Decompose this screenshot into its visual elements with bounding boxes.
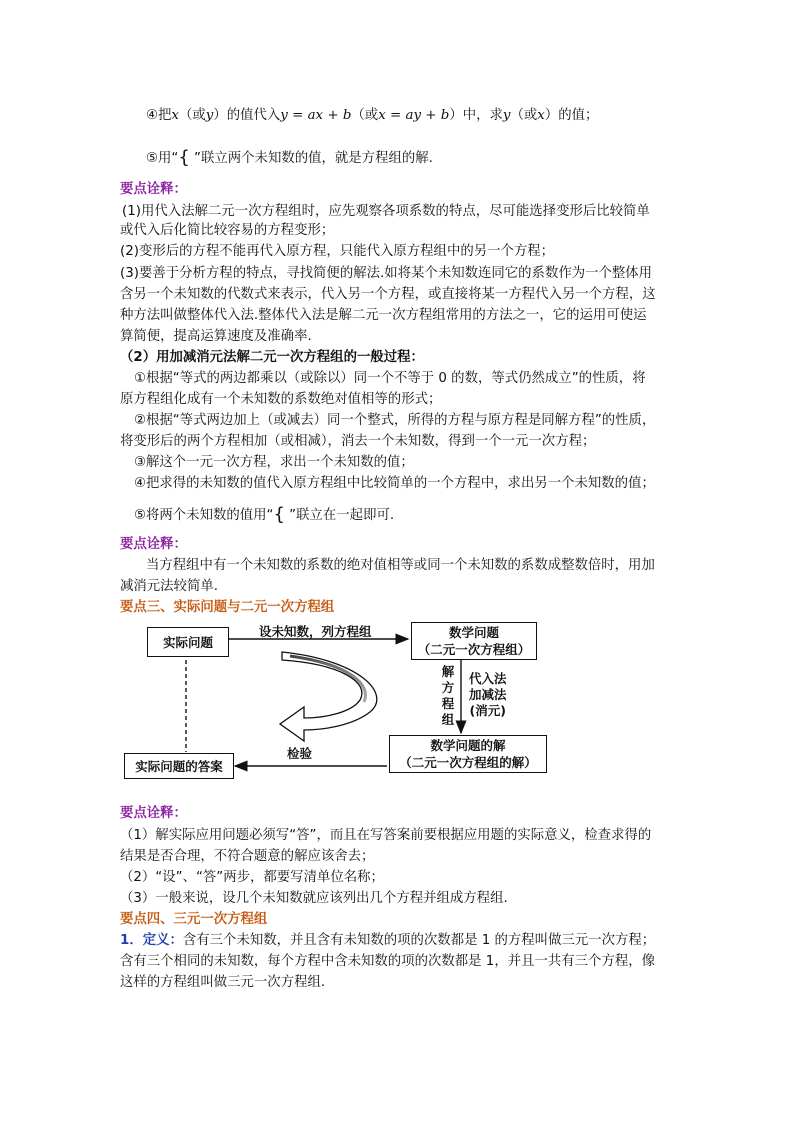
label-formulate: 设未知数，列方程组	[259, 624, 372, 639]
note1-line: (3)要善于分析方程的特点，寻找简便的解法.如将某个未知数连同它的系数作为一个整体用	[120, 266, 653, 281]
step5-suffix: ”联立两个未知数的值，就是方程组的解.	[189, 151, 433, 166]
note-heading-1: 要点诠释：	[120, 182, 187, 197]
note1-line: (1)用代入法解二元一次方程组时，应先观察各项系数的特点，尽可能选择变形后比较简单	[122, 204, 650, 219]
solve-char: 方	[441, 680, 455, 695]
brace-symbol: {	[178, 147, 190, 168]
note-heading-2: 要点诠释：	[120, 537, 187, 552]
note-heading-3: 要点诠释：	[120, 806, 187, 821]
method-note: (消元)	[469, 703, 506, 718]
box-math-solution	[389, 735, 547, 773]
box-solution-line-1: 数学问题的解	[430, 738, 506, 753]
box-math-line-1: 数学问题	[448, 625, 499, 640]
elimination-step-4: ④把求得的未知数的值代入原方程组中比较简单的一个方程中，求出另一个未知数的值；	[134, 476, 655, 491]
note1-line: 算简便，提高运算速度及准确率.	[120, 329, 312, 344]
step4-prefix: ④把	[146, 108, 172, 123]
step4-text-3: （或	[351, 108, 379, 123]
brace-symbol: {	[273, 504, 285, 525]
section-4-heading: 要点四、三元一次方程组	[120, 912, 268, 927]
label-methods	[469, 671, 507, 719]
definition-line-2: 含有三个相同的未知数，每个方程中含未知数的项的次数都是 1，并且一共有三个方程，像	[120, 954, 656, 969]
solve-char: 程	[441, 696, 455, 711]
step4-text-6: ）的值；	[544, 108, 599, 123]
note2-line: 当方程组中有一个未知数的系数的绝对值相等或同一个未知数的系数成整数倍时，用加	[146, 558, 655, 573]
var-y: y	[205, 108, 214, 123]
elimination-step-1: ①根据“等式的两边都乘以（或除以）同一个不等于 0 的数，等式仍然成立”的性质，将	[134, 371, 646, 386]
note2-line: 减消元法较简单.	[120, 579, 218, 594]
note1-line: 或代入后化简比较容易的方程变形；	[120, 223, 335, 238]
label-solve-vertical	[441, 664, 455, 728]
definition-label: 1．定义：	[120, 933, 183, 948]
elimination-step-1-cont: 原方程组化成有一个未知数的系数绝对值相等的形式；	[120, 392, 442, 407]
note3-line: （3）一般来说，设几个未知数就应该列出几个方程并组成方程组.	[120, 891, 508, 906]
note1-line: 种方法叫做整体代入法.整体代入法是解二元一次方程组常用的方法之一，它的运用可使运	[120, 308, 647, 323]
note3-line: （1）解实际应用问题必须写“答”，而且在写答案前要根据应用题的实际意义，检查求得的	[120, 828, 652, 843]
note3-line: （2）“设”、“答”两步，都要写清单位名称；	[120, 870, 384, 885]
box-real-answer	[124, 753, 234, 779]
definition-line-1	[120, 931, 655, 951]
elimination-step-3: ③解这个一元一次方程，求出一个未知数的值；	[134, 455, 414, 470]
box-math-line-2: （二元一次方程组）	[417, 642, 531, 657]
box-real-answer-label: 实际问题的答案	[135, 758, 223, 774]
section-3-heading: 要点三、实际问题与二元一次方程组	[120, 600, 335, 615]
equation-1: y = ax + b	[280, 108, 352, 123]
step4-text-2: ）的值代入	[213, 108, 281, 123]
box-math-problem	[411, 622, 537, 660]
var-y-2: y	[502, 108, 511, 123]
definition-line-3: 这样的方程组叫做三元一次方程组.	[120, 975, 326, 990]
solve-char: 解	[441, 664, 455, 679]
equation-2: x = ay + b	[378, 108, 450, 123]
box-real-problem-label: 实际问题	[162, 634, 213, 650]
method-substitution: 代入法	[469, 671, 507, 686]
box-solution-line-2: （二元一次方程组的解）	[399, 755, 537, 770]
step4-text-1: （或	[178, 108, 206, 123]
step5-prefix: ⑤用“	[146, 151, 179, 166]
method-elimination: 加减法	[469, 687, 507, 702]
note1-line: 含另一个未知数的代数式来表示，代入另一个方程，或直接将某一方程代入另一个方程，这	[120, 287, 656, 302]
elimination-heading: （2）用加减消元法解二元一次方程组的一般过程：	[120, 350, 424, 365]
definition-text: 含有三个未知数，并且含有未知数的项的次数都是 1 的方程叫做三元一次方程；	[182, 933, 656, 948]
var-x: x	[171, 108, 179, 123]
step4-text-5: （或	[510, 108, 538, 123]
box-real-problem	[147, 627, 229, 657]
elim5-prefix: ⑤将两个未知数的值用“	[134, 508, 274, 523]
elimination-step-2: ②根据“等式两边加上（或减去）同一个整式，所得的方程与原方程是同解方程”的性质，	[134, 413, 656, 428]
var-x-2: x	[537, 108, 545, 123]
elimination-step-2-cont: 将变形后的两个方程相加（或相减），消去一个未知数，得到一个一元一次方程；	[120, 434, 596, 449]
elim5-suffix: ”联立在一起即可.	[284, 508, 395, 523]
label-check: 检验	[287, 746, 313, 761]
note1-line: (2)变形后的方程不能再代入原方程，只能代入原方程组中的另一个方程；	[120, 244, 555, 259]
step4-text-4: ）中，求	[449, 108, 503, 123]
note3-line: 结果是否合理，不符合题意的解应该舍去；	[120, 849, 375, 864]
solve-char: 组	[441, 712, 455, 727]
